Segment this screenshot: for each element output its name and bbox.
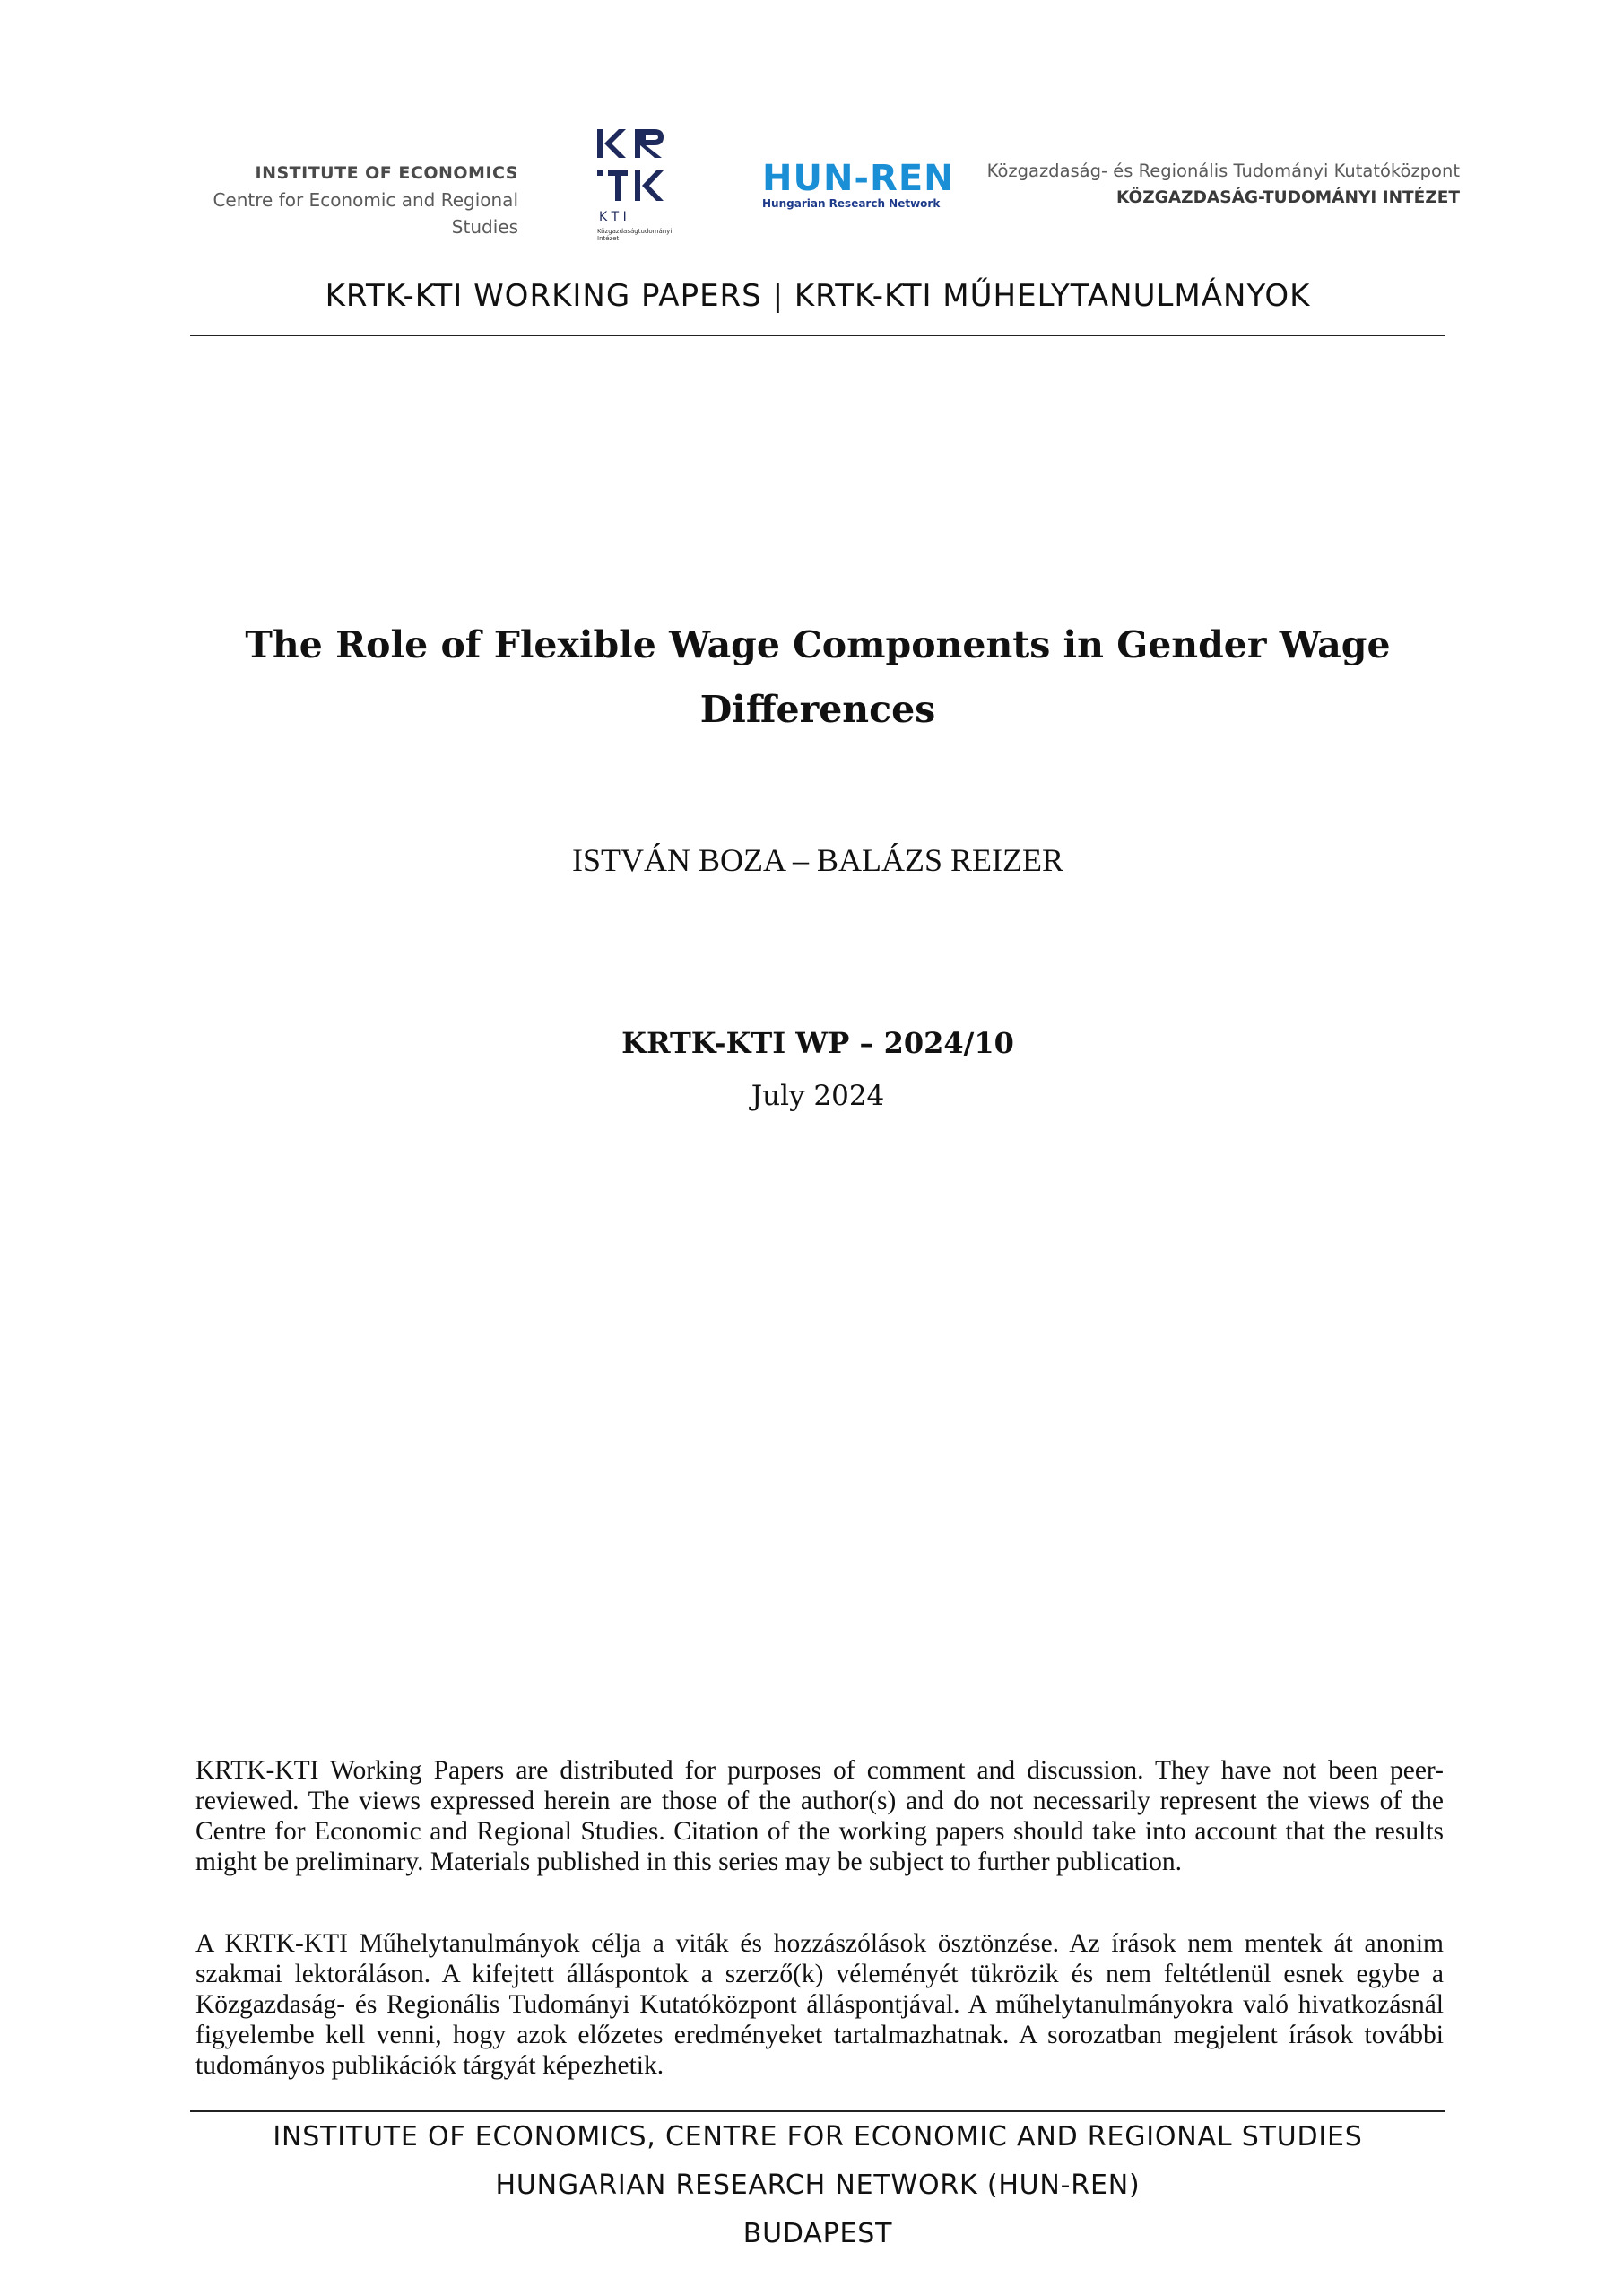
footer-city: BUDAPEST [742,2218,893,2249]
disclaimer-hungarian: A KRTK-KTI Műhelytanulmányok célja a viták és hozzászólások ösztönzése. Az írások nem mentek át anonim szakmai lektoráláson. A kifejtett álláspontok a szerző(k) véleményét tükrözik és nem feltétlenül esnek egybe a Közgazdaság- és Regionális Tudományi Kutatóközpont álláspontjával. A műhelytanulmányokra való hivatkozásnál figyelembe kell venni, hogy azok előzetes eredményeket tartalmazhatnak. A sorozatban megjelent írások további tudományos publikációk tárgyát képezhetik. [195,1929,1444,2080]
paper-title [190,613,1445,742]
header-divider [190,335,1445,336]
krtk-subtext: Közgazdaságtudományi Intézet [597,228,673,242]
institute-logo-line1: INSTITUTE OF ECONOMICS [255,163,518,183]
working-paper-number: KRTK-KTI WP – 2024/10 [621,1026,1014,1060]
krtk-kti-logo [592,127,681,248]
hun-ren-tagline: Hungarian Research Network [762,197,941,210]
footer-divider [190,2110,1445,2112]
paper-title-line1: The Role of Flexible Wage Components in Gender Wage [245,623,1391,666]
paper-authors: ISTVÁN BOZA – BALÁZS REIZER [572,842,1063,878]
hun-ren-logo [762,160,959,210]
kti-logo-line1: Közgazdaság- és Regionális Tudományi Kutatóközpont [986,161,1460,181]
krtk-mark-icon [592,127,681,228]
footer-institute: INSTITUTE OF ECONOMICS, CENTRE FOR ECONOMIC AND REGIONAL STUDIES [273,2121,1363,2152]
kti-hungarian-logo [986,158,1460,212]
institute-of-economics-logo [178,160,518,240]
disclaimer-english: KRTK-KTI Working Papers are distributed for purposes of comment and discussion. They have not been peer-reviewed. The views expressed herein are those of the author(s) and do not necessarily represent the views of the Centre for Economic and Regional Studies. Citation of the working papers should take into account that the results might be preliminary. Materials published in this series may be subject to further publication. [195,1756,1444,1876]
footer-network: HUNGARIAN RESEARCH NETWORK (HUN-REN) [495,2170,1141,2201]
series-header: KRTK-KTI WORKING PAPERS | KRTK-KTI MŰHELYTANULMÁNYOK [325,278,1311,314]
hun-ren-name: HUN-REN [762,158,955,199]
paper-title-line2: Differences [699,688,936,731]
institute-logo-line2: Centre for Economic and Regional Studies [213,189,518,238]
kti-logo-line2: KÖZGAZDASÁG-TUDOMÁNYI INTÉZET [1116,188,1460,207]
publication-date: July 2024 [751,1080,885,1112]
krtk-kti-text: K T I [599,210,627,224]
